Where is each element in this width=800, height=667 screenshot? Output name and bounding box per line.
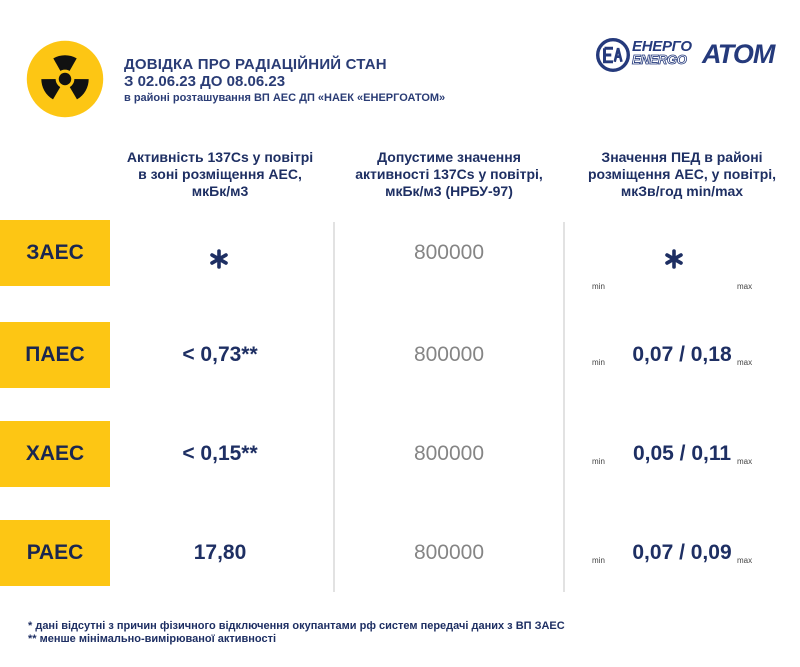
asterisk-icon xyxy=(664,249,684,269)
report-dates: З 02.06.23 ДО 08.06.23 xyxy=(124,73,286,90)
activity-value: < 0,15** xyxy=(182,442,258,465)
column-header-limit: Допустиме значення активності 137Cs у повітрі, мкБк/м3 (НРБУ-97) xyxy=(355,149,543,199)
limit-value: 800000 xyxy=(413,541,485,564)
radiation-icon xyxy=(26,40,104,118)
min-label: min xyxy=(592,282,605,291)
ped-value: 0,07 / 0,09 xyxy=(632,541,732,564)
limit-value: 800000 xyxy=(413,241,485,264)
ped-cell xyxy=(564,541,800,571)
plant-label-raes: РАЕС xyxy=(0,520,110,586)
column-divider xyxy=(333,222,335,592)
ped-value: 0,05 / 0,11 xyxy=(632,442,732,465)
plant-label-khaes: ХАЕС xyxy=(0,421,110,487)
energoatom-logo-icon xyxy=(596,38,630,72)
asterisk-icon xyxy=(209,249,229,269)
logo-text-bottom: ENERGO xyxy=(632,52,687,67)
energoatom-logo xyxy=(596,38,786,72)
limit-value: 800000 xyxy=(413,343,485,366)
ped-value: 0,07 / 0,18 xyxy=(632,343,732,366)
footnote-two: ** менше мінімально-вимірюваної активності xyxy=(28,633,277,645)
plant-label-zaes: ЗАЕС xyxy=(0,220,110,286)
footnote-one: * дані відсутні з причин фізичного відключення окупантами рф систем передачі даних з ВП ЗАЕС xyxy=(28,620,565,632)
logo-text-top: ЕНЕРГО xyxy=(632,38,692,55)
ped-cell xyxy=(564,241,800,297)
max-label: max xyxy=(737,358,753,367)
report-subtitle: в районі розташування ВП АЕС ДП «НАЕК «ЕНЕРГОАТОМ» xyxy=(124,92,446,104)
activity-value: 17,80 xyxy=(193,541,247,564)
ped-cell xyxy=(564,442,800,472)
limit-value: 800000 xyxy=(413,442,485,465)
max-label: max xyxy=(737,556,753,565)
max-label: max xyxy=(737,282,753,291)
column-header-activity: Активність 137Cs у повітрі в зоні розміщення АЕС, мкБк/м3 xyxy=(126,149,314,199)
logo-text-atom: АТОМ xyxy=(702,39,775,69)
plant-label-paes: ПАЕС xyxy=(0,322,110,388)
activity-value: < 0,73** xyxy=(182,343,258,366)
max-label: max xyxy=(737,457,753,466)
min-label: min xyxy=(592,457,605,466)
min-label: min xyxy=(592,556,605,565)
report-title: ДОВІДКА ПРО РАДІАЦІЙНИЙ СТАН xyxy=(124,56,387,73)
ped-cell xyxy=(564,343,800,373)
min-label: min xyxy=(592,358,605,367)
column-header-ped: Значення ПЕД в районі розміщення АЕС, у повітрі, мкЗв/год min/max xyxy=(587,149,777,199)
